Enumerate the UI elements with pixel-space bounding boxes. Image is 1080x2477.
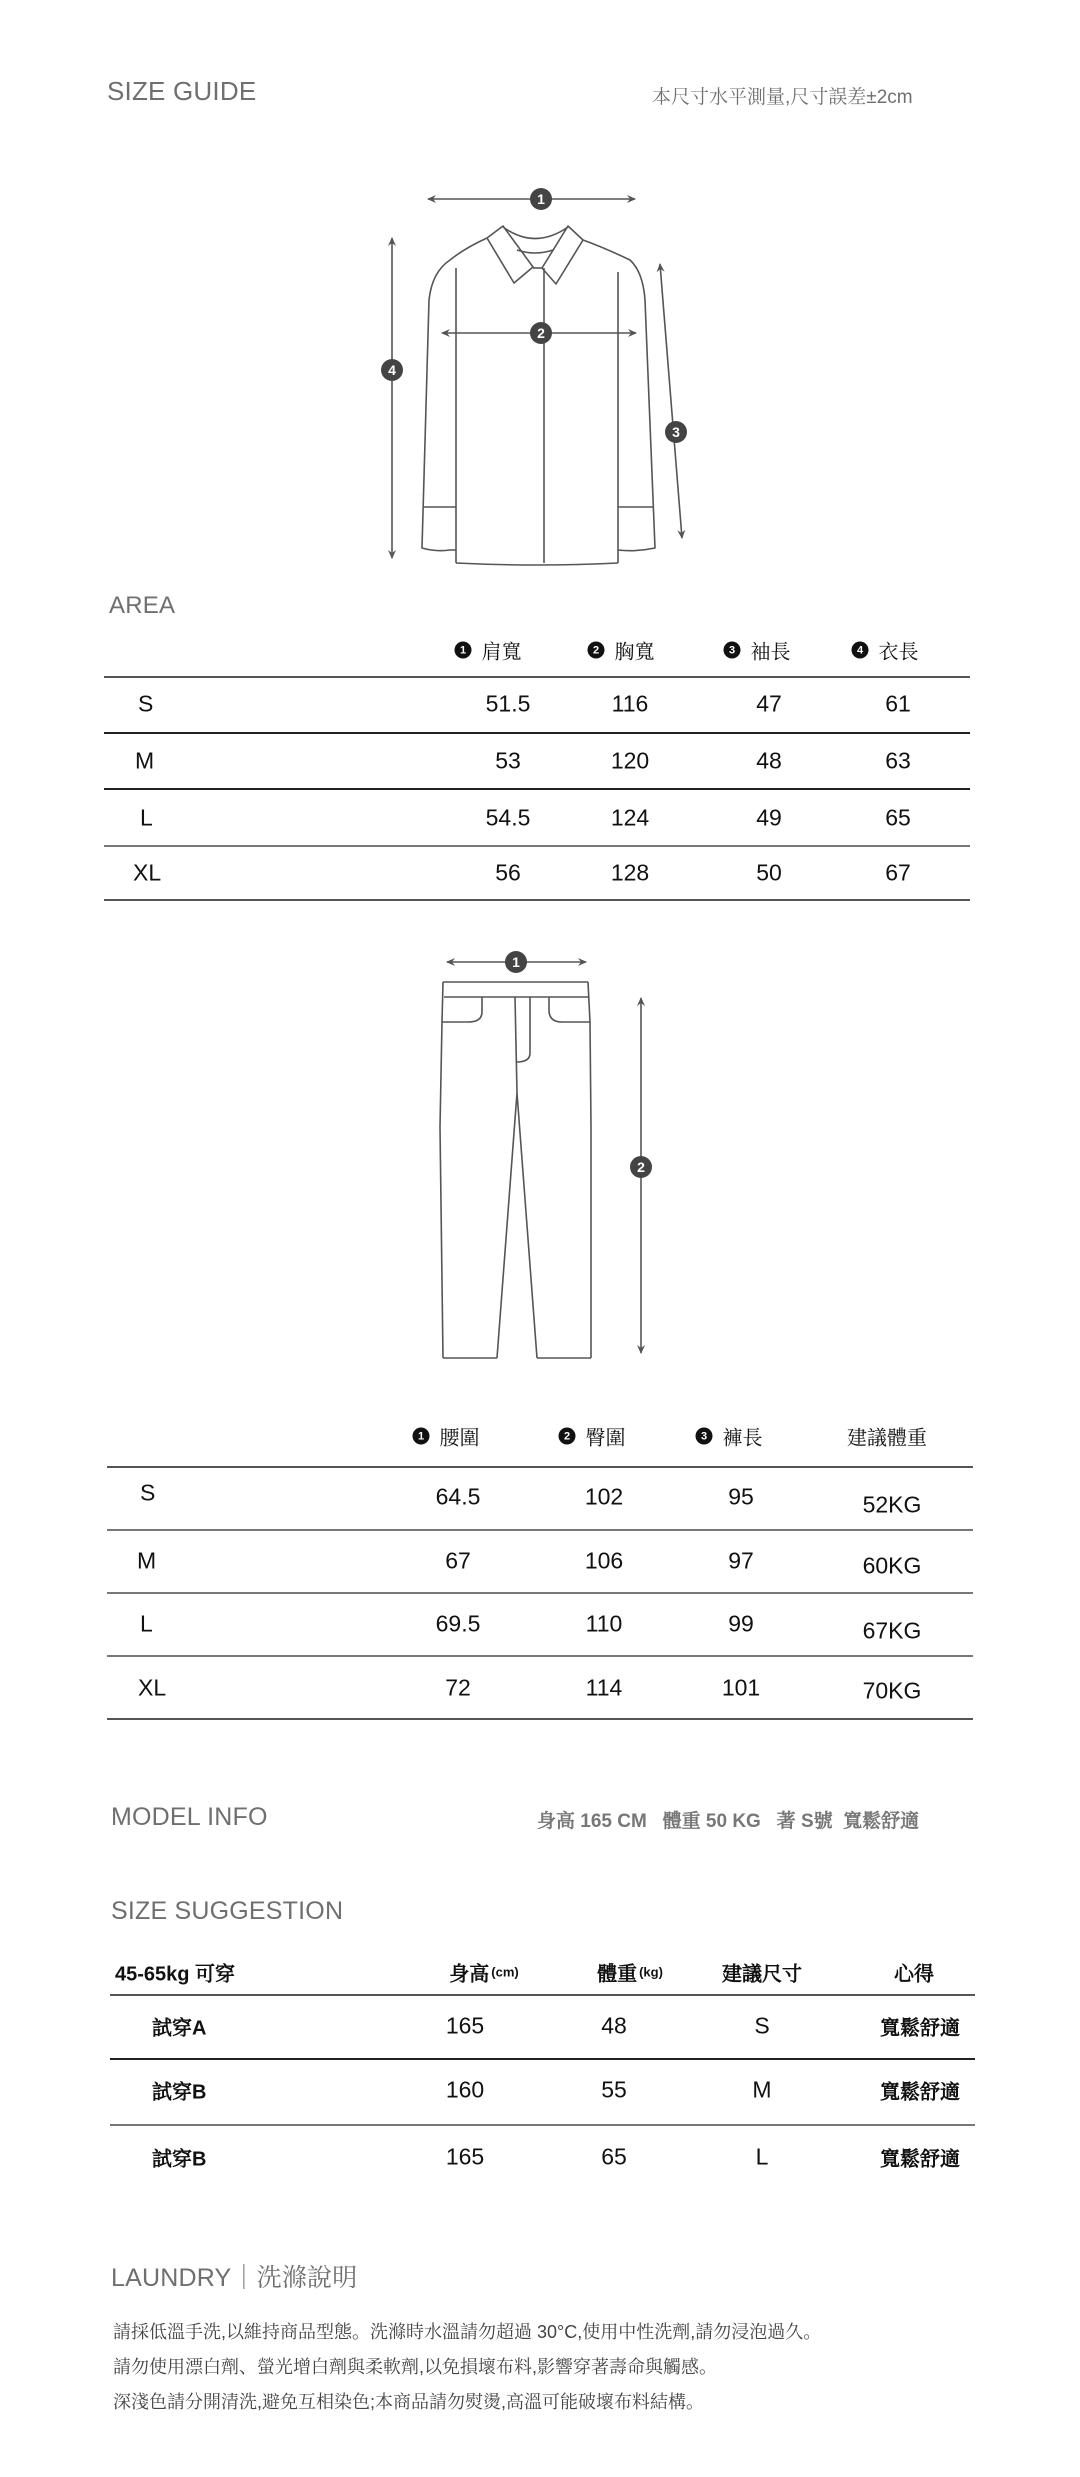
table-cell: 67: [885, 859, 911, 886]
table-cell: L: [755, 2143, 769, 2170]
table-cell: 116: [611, 690, 649, 717]
table-cell: 49: [756, 804, 782, 831]
size-suggestion-title: SIZE SUGGESTION: [111, 1897, 344, 1925]
laundry-instruction: 請採低溫手洗,以維持商品型態。洗滌時水溫請勿超過 30°C,使用中性洗劑,請勿浸泡過久。: [113, 2322, 822, 2342]
laundry-title: LAUNDRY｜洗滌說明: [111, 2264, 358, 2292]
table-cell: 56: [495, 859, 521, 886]
col-header-shoulder: 1 肩寬: [455, 636, 522, 665]
number-1-icon: 1: [413, 1428, 430, 1445]
table-cell: 51.5: [485, 690, 531, 717]
divider: [107, 1529, 973, 1531]
measurement-note: 本尺寸水平測量,尺寸誤差±2cm: [652, 87, 913, 108]
tester-name: 試穿B: [152, 2081, 207, 2104]
table-cell: 120: [610, 747, 650, 774]
table-cell: 寬鬆舒適: [880, 2148, 960, 2171]
table-cell: 110: [585, 1610, 623, 1637]
col-header-length: 4 衣長: [852, 636, 919, 665]
table-cell: 52KG: [862, 1491, 922, 1518]
divider: [107, 1592, 973, 1594]
table-cell: 160: [445, 2076, 485, 2103]
col-header-sleeve: 3 袖長: [724, 636, 791, 665]
table-cell: 101: [721, 1674, 761, 1701]
svg-text:3: 3: [672, 424, 680, 440]
divider: [107, 1655, 973, 1657]
table-cell: 53: [495, 747, 521, 774]
size-label: L: [140, 1610, 153, 1637]
divider: [107, 1718, 973, 1720]
divider: [110, 1994, 975, 1996]
table-cell: 69.5: [435, 1610, 481, 1637]
size-label: S: [138, 690, 154, 717]
col-header-weight: 體重 (kg): [597, 1963, 663, 1986]
number-2-icon: 2: [588, 642, 605, 659]
table-cell: 99: [728, 1610, 754, 1637]
table-cell: 124: [610, 804, 650, 831]
size-guide-title: SIZE GUIDE: [107, 76, 257, 106]
size-label: L: [140, 804, 153, 831]
number-2-icon: 2: [559, 1428, 576, 1445]
table-cell: 寬鬆舒適: [880, 2017, 960, 2040]
col-header-feedback: 心得: [894, 1963, 934, 1986]
number-3-icon: 3: [724, 642, 741, 659]
size-label: M: [135, 747, 155, 774]
col-header-suggested-weight: 建議體重: [847, 1427, 927, 1450]
number-4-icon: 4: [852, 642, 869, 659]
table-cell: 54.5: [485, 804, 531, 831]
model-info-title: MODEL INFO: [111, 1803, 268, 1831]
table-cell: 65: [885, 804, 911, 831]
table-cell: 50: [756, 859, 782, 886]
divider: [107, 1466, 973, 1468]
table-cell: 70KG: [862, 1677, 922, 1704]
table-cell: 48: [601, 2012, 627, 2039]
svg-text:2: 2: [537, 325, 545, 341]
table-cell: 48: [756, 747, 782, 774]
table-cell: 165: [445, 2143, 485, 2170]
table-cell: 165: [445, 2012, 485, 2039]
svg-text:4: 4: [388, 362, 396, 378]
table-cell: 72: [445, 1674, 471, 1701]
table-cell: 60KG: [862, 1552, 922, 1579]
table-cell: 47: [756, 690, 782, 717]
divider: [110, 2124, 975, 2126]
tester-name: 試穿B: [152, 2148, 207, 2171]
col-header-chest: 2 胸寬: [588, 636, 655, 665]
table-cell: 61: [885, 690, 911, 717]
weight-range-label: 45-65kg 可穿: [115, 1963, 236, 1986]
tester-name: 試穿A: [152, 2017, 207, 2040]
table-cell: 114: [585, 1674, 623, 1701]
table-cell: 67KG: [862, 1617, 922, 1644]
table-cell: 97: [728, 1547, 754, 1574]
table-cell: 95: [728, 1483, 754, 1510]
laundry-instruction: 請勿使用漂白劑、螢光增白劑與柔軟劑,以免損壞布料,影響穿著壽命與觸感。: [113, 2357, 717, 2377]
model-info-text: 身高 165 CM 體重 50 KG 著 S號 寬鬆舒適: [537, 1811, 920, 1832]
table-cell: 65: [601, 2143, 627, 2170]
table-cell: 63: [885, 747, 911, 774]
divider: [110, 2058, 975, 2060]
table-cell: 寬鬆舒適: [880, 2081, 960, 2104]
svg-text:1: 1: [512, 954, 520, 970]
size-label: XL: [133, 859, 162, 886]
size-label: XL: [138, 1674, 167, 1701]
table-cell: 106: [584, 1547, 624, 1574]
svg-text:1: 1: [537, 191, 545, 207]
number-3-icon: 3: [696, 1428, 713, 1445]
table-cell: 55: [601, 2076, 627, 2103]
svg-text:2: 2: [637, 1159, 645, 1175]
table-cell: S: [754, 2012, 770, 2039]
laundry-instruction: 深淺色請分開清洗,避免互相染色;本商品請勿熨燙,高溫可能破壞布料結構。: [113, 2392, 704, 2412]
col-header-height: 身高 (cm): [449, 1963, 519, 1986]
size-label: S: [140, 1479, 156, 1506]
number-1-icon: 1: [455, 642, 472, 659]
area-title: AREA: [109, 592, 176, 619]
col-header-pants-length: 3 褲長: [696, 1422, 763, 1451]
table-cell: 67: [445, 1547, 471, 1574]
table-cell: 64.5: [435, 1483, 481, 1510]
col-header-hip: 2 臀圍: [559, 1422, 626, 1451]
table-cell: M: [752, 2076, 772, 2103]
col-header-suggested-size: 建議尺寸: [722, 1963, 802, 1986]
size-label: M: [137, 1547, 157, 1574]
col-header-waist: 1 腰圍: [413, 1422, 480, 1451]
table-cell: 128: [610, 859, 650, 886]
table-cell: 102: [584, 1483, 624, 1510]
